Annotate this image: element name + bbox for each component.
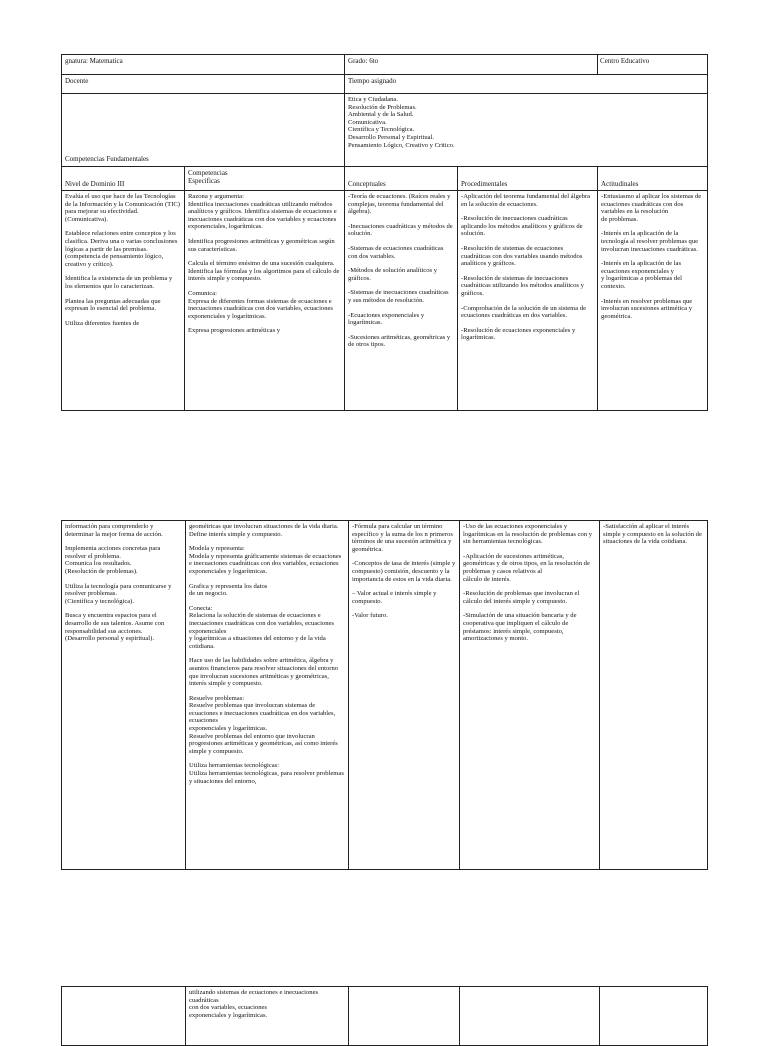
column-header-especificas (185, 167, 345, 191)
text-paragraph: -Aplicación del teorema fundamental del álgebra en la solución de ecuaciones. (461, 193, 591, 208)
text-paragraph: -Resolución de sistemas de ecuaciones cuadráticas con dos variables usando métodos analíticos y gráficos. (461, 244, 583, 268)
text-paragraph: Resuelve problemas: Resuelve problemas que involucran sistemas de ecuaciones e inecuaciones cuadráticas en dos variables, ecuaciones exponenciales y logarítmicas. Resuelve problemas del entorno que involucran progresiones aritméticas y geométricas, así como interés simple y compuesto. (189, 694, 338, 755)
text-paragraph: -Sistemas de inecuaciones cuadráticas y sus métodos de resolución. (348, 289, 449, 304)
conceptuales-cell (349, 987, 460, 1046)
text-paragraph: -Interés en resolver problemas que involucran sucesiones aritmética y geométrica. (601, 297, 693, 320)
text-paragraph: -Comprobación de la solución de un sistema de ecuaciones cuadráticas en dos variables. (461, 304, 587, 320)
planning-table-page-3 (61, 986, 708, 1046)
text-paragraph: Expresa progresiones aritméticas y (188, 327, 281, 335)
nivel-cell (62, 191, 185, 411)
text-paragraph: Establece relaciones entre conceptos y los clasifica. Deriva una o varias conclusiones lógicas a partir de las premisas. (competencia de pensamiento lógico, creativo y crítico). (65, 230, 178, 268)
procedimentales-cell (460, 987, 600, 1046)
text-paragraph: Implementa acciones concretas para resolver el problema. Comunica los resultados. (Resolución de problemas). (65, 545, 161, 575)
text-paragraph: -Resolución de inecuaciones cuadráticas aplicando los métodos analíticos y gráficos de solución. (461, 215, 583, 238)
conceptuales-cell (345, 191, 458, 411)
column-header-procedimentales: Procedimentales (458, 167, 598, 191)
text-paragraph: -Sistemas de ecuaciones cuadráticas con dos variables. (348, 244, 444, 260)
text-paragraph: Modela y representa: Modela y representa gráficamente sistemas de ecuaciones e inecuaciones cuadráticas con dos variables, ecuaciones exponenciales y logarítmicas. (189, 545, 342, 575)
text-paragraph: -Teoría de ecuaciones. (Raíces reales y complejas, teorema fundamental del álgebra). (348, 193, 451, 216)
text-paragraph: -Interés en la aplicación de las ecuaciones exponenciales y y logarítmicas a problemas del contexto. (601, 260, 682, 290)
text-paragraph: -Fórmula para calcular un término específico y la suma de los n primeros términos de una sucesión aritmética y geométrica. (352, 523, 453, 553)
text-paragraph: Identifica progresiones aritméticas y geométricas según sus características. (188, 237, 335, 253)
text-paragraph: Identifica la existencia de un problema y los elementos que lo caracterizan. (65, 275, 173, 290)
text-paragraph: -Métodos de solución analíticos y gráficos. (348, 267, 438, 282)
column-header-especificas-text: Competencias Especificas (188, 169, 228, 185)
text-paragraph: Razona y argumenta: Identifica inecuaciones cuadráticas utilizando métodos analíticos y gráficos. Identifica sistemas de ecuaciones e inecuaciones cuadráticas con dos variables y ecuaciones exponenciales, logarítmicas. (188, 193, 337, 231)
column-header-conceptuales: Conceptuales (345, 167, 458, 191)
text-paragraph: -Conceptos de tasa de interés (simple y compuesto) comisión, descuento y la importancia de estos en la vida diaria. (352, 560, 456, 583)
text-paragraph: -Interés en la aplicación de la tecnología al resolver problemas que involucran inecuaciones cuadráticas. (601, 230, 699, 253)
text-paragraph: -Aplicación de sucesiones aritméticas, geométricas y de otros tipos, en la resolución de problemas y casos relativos al cálculo de interés. (463, 552, 590, 583)
text-paragraph: Utiliza herramientas tecnológicas: Utiliza herramientas tecnológicas, para resolver problemas y situaciones del entorno, (189, 762, 344, 785)
planning-table-page-2 (61, 520, 708, 870)
text-paragraph: -Inecuaciones cuadráticas y métodos de solución. (348, 222, 453, 238)
nivel-cell (62, 521, 186, 870)
text-paragraph: -Uso de las ecuaciones exponenciales y logarítmicas en la resolución de problemas con y sin herramientas tecnológicas. (463, 523, 593, 546)
nivel-cell (62, 987, 186, 1046)
subject-cell: gnatura: Matematica (62, 55, 345, 75)
text-paragraph: -Sucesiones aritméticas, geométricas y de otros tipos. (348, 333, 451, 349)
text-paragraph: -Resolución de ecuaciones exponenciales y logarítmicas. (461, 326, 576, 342)
especificas-cell (186, 521, 349, 870)
competencies-list (345, 94, 708, 167)
grade-cell: Grado: 6to (345, 55, 598, 75)
text-paragraph: información para comprenderlo y determinar la mejor forma de acción. (65, 523, 163, 538)
competencies-label: Competencias Fundamentales (62, 94, 345, 167)
school-cell: Centro Educativo (598, 55, 708, 75)
time-cell: Tiempo asignado (345, 75, 708, 94)
especificas-cell (185, 191, 345, 411)
text-paragraph: Hace uso de las habilidades sobre aritmética, álgebra y asuntos financieros para resolver situaciones del entorno que involucran sucesiones aritméticas y geométricas, interés simple y compuesto. (189, 657, 339, 688)
column-header-actitudinales: Actitudinales (598, 167, 708, 191)
text-paragraph: Plantea las preguntas adecuadas que expresan lo esencial del problema. (65, 297, 161, 313)
text-paragraph: -Simulación de una situación bancaria y de cooperativa que impliquen el cálculo de préstamos: interés simple, compuesto, amortizaciones y monto. (463, 612, 577, 643)
text-paragraph: geométricas que involucran situaciones de la vida diaria. Define interés simple y compuesto. (189, 523, 339, 538)
procedimentales-cell (458, 191, 598, 411)
planning-table-page-1 (61, 54, 708, 411)
conceptuales-cell (349, 521, 460, 870)
teacher-cell: Docente (62, 75, 345, 94)
text-paragraph: -Satisfacción al aplicar el interés simple y compuesto en la solución de situaciones de la vida cotidiana. (603, 523, 702, 546)
text-paragraph: Grafica y representa los datos de un negocio. (189, 582, 268, 598)
column-header-nivel: Nivel de Dominio III (62, 167, 185, 191)
text-paragraph: Conecta: Relaciona la solución de sistemas de ecuaciones e inecuaciones cuadráticas con dos variables, ecuaciones exponenciales y logarítmicas a situaciones del entorno y de la vida cotidiana. (189, 604, 334, 650)
text-paragraph: utilizando sistemas de ecuaciones e inecuaciones cuadráticas con dos variables, ecuaciones exponenciales y logarítmicas. (189, 989, 319, 1019)
text-paragraph: Evalúa el uso que hace de las Tecnologías de la Información y la Comunicación (TIC) para mejorar su efectividad. (Comunicativa). (65, 193, 180, 223)
text-paragraph: Utiliza la tecnología para comunicarse y resolver problemas. (Científica y tecnológica). (65, 582, 172, 605)
text-paragraph: Calcula el término enésimo de una sucesión cualquiera. Identifica las fórmulas y los algoritmos para el cálculo de interés simple y compuesto. (188, 260, 340, 283)
text-paragraph: Comunica: Expresa de diferentes formas sistemas de ecuaciones e inecuaciones cuadráticas con dos variables, ecuaciones exponenciales y logarítmicas. (188, 289, 333, 320)
competencies-list-text: Etica y Ciudadana. Resolución de Problemas. Ambiental y de la Salud. Comunicativa. Científica y Tecnológica. Desarrollo Personal y Espiritual. Pensamiento Lógico, Creativo y Critico. (348, 96, 455, 149)
text-paragraph: Busca y encuentra espacios para el desarrollo de sus talentos. Asume con responsabilidad sus acciones. (Desarrollo personal y espiritual). (65, 612, 165, 643)
text-paragraph: -Entusiasmo al aplicar los sistemas de ecuaciones cuadráticas con dos variables en la resolución de problemas. (601, 193, 702, 223)
actitudinales-cell (600, 987, 708, 1046)
text-paragraph: -Valor futuro. (352, 612, 388, 620)
text-paragraph: – Valor actual e interés simple y compuesto. (352, 590, 437, 605)
actitudinales-cell (600, 521, 708, 870)
text-paragraph: Utiliza diferentes fuentes de (65, 319, 140, 327)
text-paragraph: -Resolución de sistemas de inecuaciones cuadráticas utilizando los métodos analíticos y gráficos. (461, 274, 584, 297)
procedimentales-cell (460, 521, 600, 870)
text-paragraph: -Ecuaciones exponenciales y logarítmicas. (348, 311, 425, 327)
text-paragraph: -Resolución de problemas que involucran el cálculo del interés simple y compuesto. (463, 590, 580, 605)
especificas-cell (186, 987, 349, 1046)
actitudinales-cell (598, 191, 708, 411)
